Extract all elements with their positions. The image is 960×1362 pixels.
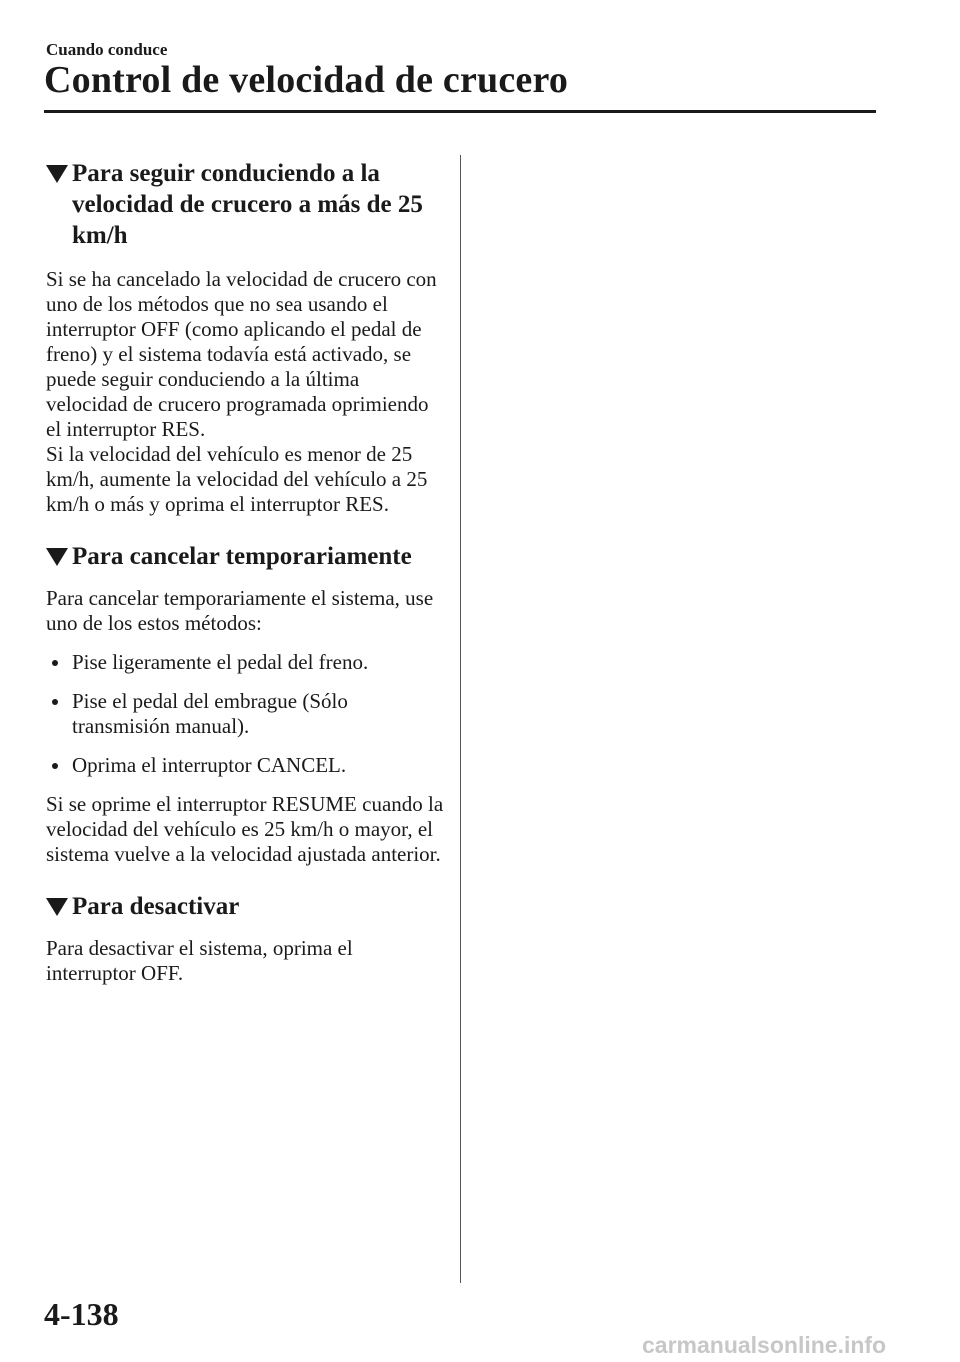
bullet-icon [52,699,58,705]
section-resume-speed [46,158,446,517]
watermark: carmanualsonline.info [642,1332,887,1358]
chapter-label: Cuando conduce [46,40,168,59]
title-rule [44,110,876,113]
section-heading: Para desactivar [46,891,446,922]
bullet-icon [52,660,58,666]
paragraph: Para cancelar temporariamente el sistema, use uno de los estos métodos: [46,586,434,635]
section-deactivate [46,891,446,986]
paragraph: Para desactivar el sistema, oprima el interruptor OFF. [46,936,353,985]
list-item: Pise el pedal del embrague (Sólo transmisión manual). [46,689,446,739]
page-number: 4-138 [44,1296,119,1332]
list-item: Pise ligeramente el pedal del freno. [46,650,446,675]
list-item: Oprima el interruptor CANCEL. [46,753,446,778]
section-heading: Para seguir conduciendo a la velocidad de crucero a más de 25 km/h [46,158,446,251]
column-divider [460,155,461,1283]
bullet-icon [52,763,58,769]
triangle-down-icon [46,898,68,916]
section-cancel-temporarily [46,541,446,867]
paragraph: Si se ha cancelado la velocidad de crucero con uno de los métodos que no sea usando el interruptor OFF (como aplicando el pedal de freno) y el sistema todavía está activado, se puede seguir conduciendo a la última velocidad de crucero programada oprimiendo el interruptor RES. [46,267,437,441]
paragraph: Si la velocidad del vehículo es menor de 25 km/h, aumente la velocidad del vehículo a 25 km/h o más y oprima el interruptor RES. [46,442,428,516]
left-column [46,158,446,986]
method-list [46,650,446,778]
triangle-down-icon [46,165,68,183]
paragraph: Si se oprime el interruptor RESUME cuando la velocidad del vehículo es 25 km/h o mayor, el sistema vuelve a la velocidad ajustada anterior. [46,792,444,866]
page-title: Control de velocidad de crucero [44,59,569,101]
section-heading: Para cancelar temporariamente [46,541,446,572]
triangle-down-icon [46,548,68,566]
